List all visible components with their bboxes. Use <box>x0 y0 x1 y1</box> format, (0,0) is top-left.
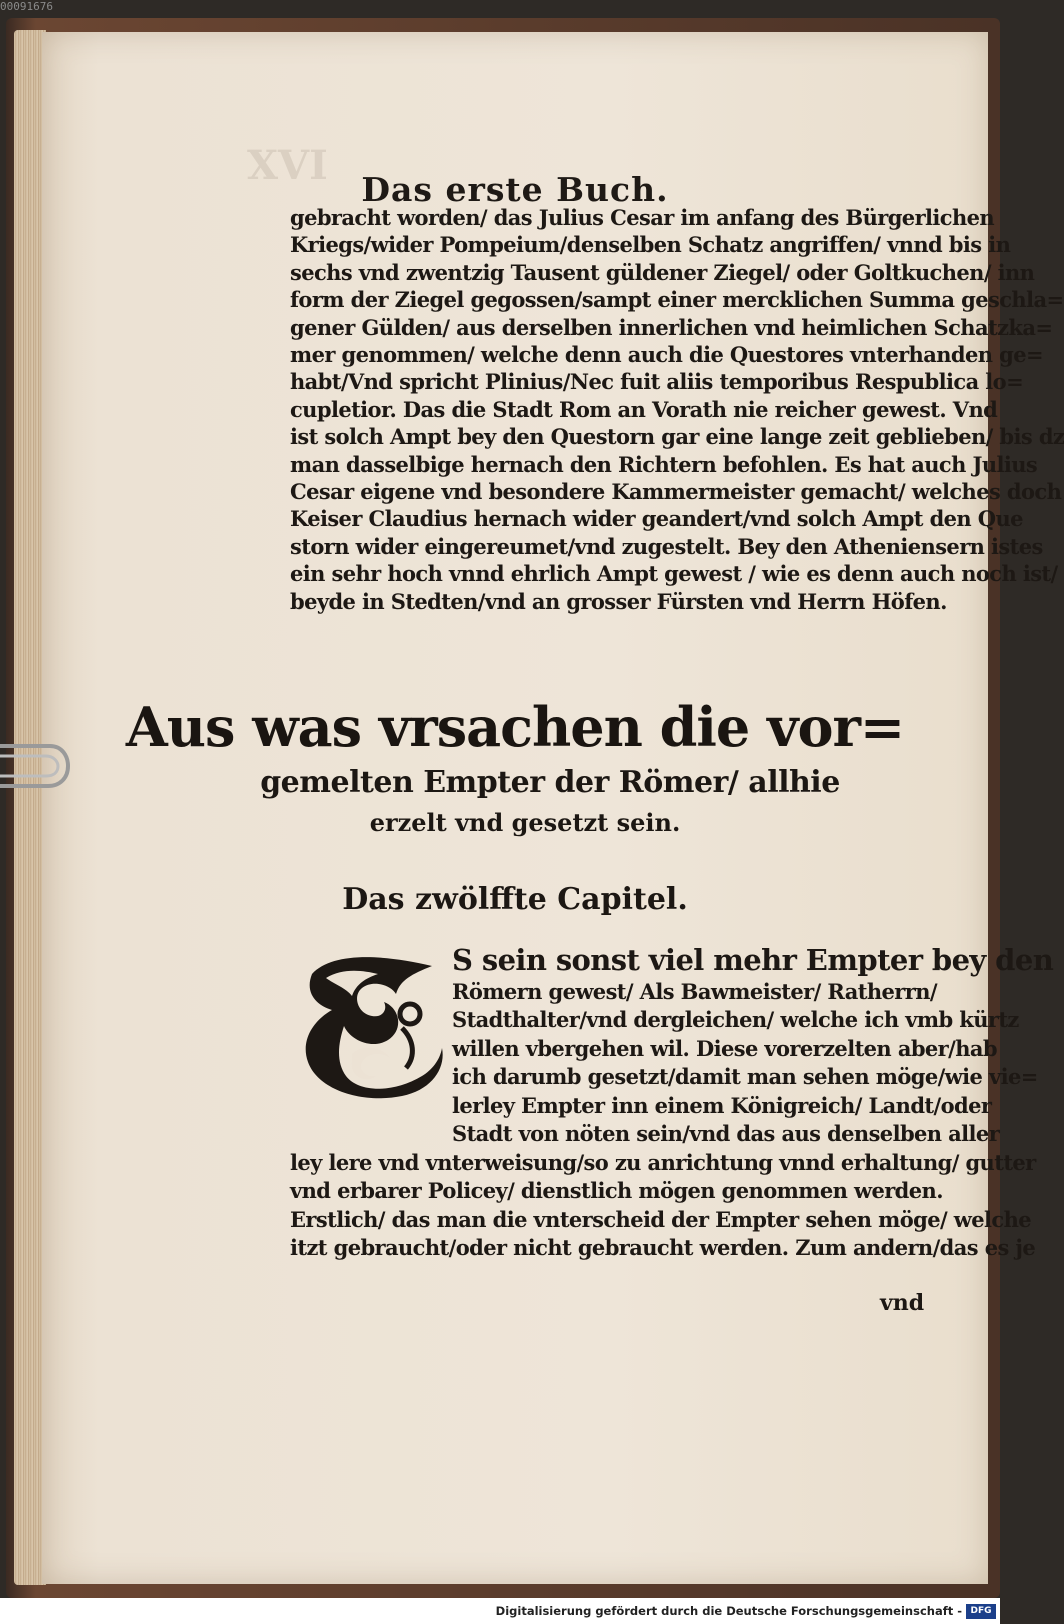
text-line: itzt gebraucht/oder nicht gebraucht werden. Zum andern/das es je <box>290 1235 1036 1261</box>
text-line: Stadthalter/vnd dergleichen/ welche ich vmb kürtz <box>452 1007 1019 1033</box>
initial-letter <box>42 32 43 33</box>
text-line: Keiser Claudius hernach wider geandert/vnd solch Ampt den Que <box>290 506 1023 532</box>
paper-clip-icon <box>0 734 72 796</box>
text-line: gener Gülden/ aus derselben innerlichen vnd heimlichen Schatzka= <box>290 314 1053 340</box>
text-line: Erstlich/ das man die vnterscheid der Empter sehen möge/ welche <box>290 1206 1031 1232</box>
chapter-title: Das zwölffte Capitel. <box>342 882 688 917</box>
text-line: storn wider eingereumet/vnd zugestelt. Bey den Atheniensern istes <box>290 533 1043 559</box>
paragraph-2-full <box>290 1149 1036 1263</box>
text-line: sechs vnd zwentzig Tausent güldener Ziegel/ oder Goltkuchen/ inn <box>290 259 1035 285</box>
paragraph-1 <box>290 204 1064 615</box>
digitization-credit: Digitalisierung gefördert durch die Deutsche Forschungsgemeinschaft - <box>495 1604 962 1618</box>
text-line: form der Ziegel gegossen/sampt einer mercklichen Summa geschla= <box>290 287 1064 313</box>
text-line: Kriegs/wider Pompeium/denselben Schatz angriffen/ vnnd bis in <box>290 232 1011 258</box>
dfg-logo-icon: DFG <box>966 1604 996 1619</box>
book-page <box>42 32 1064 1584</box>
text-line: cupletior. Das die Stadt Rom an Vorath nie reicher gewest. Vnd <box>290 396 998 422</box>
text-line: ley lere vnd vnterweisung/so zu anrichtung vnnd erhaltung/ gutter <box>290 1150 1036 1175</box>
section-heading-line-2: gemelten Empter der Römer/ allhie <box>260 765 840 800</box>
text-line: vnd erbarer Policey/ dienstlich mögen genommen werden. <box>290 1178 943 1204</box>
text-line: Cesar eigene vnd besondere Kammermeister gemacht/ welches doch <box>290 479 1062 505</box>
text-line: ist solch Ampt bey den Questorn gar eine lange zeit geblieben/ bis dz <box>290 424 1064 450</box>
text-line: man dasselbige hernach den Richtern befohlen. Es hat auch Julius <box>290 451 1038 477</box>
section-heading-line-3: erzelt vnd gesetzt sein. <box>369 808 681 837</box>
text-line: Römern gewest/ Als Bawmeister/ Ratherrn/ <box>452 979 937 1004</box>
paragraph-2-indented <box>452 942 1054 1148</box>
text-line: ich darumb gesetzt/damit man sehen möge/wie vie= <box>452 1064 1038 1090</box>
text-line: Stadt von nöten sein/vnd das aus denselben aller <box>452 1121 1000 1147</box>
running-head: Das erste Buch. <box>361 170 669 209</box>
text-line: mer genommen/ welche denn auch die Questores vnterhanden ge= <box>290 342 1043 368</box>
scan-id-label: 00091676 <box>0 0 53 13</box>
footer-bar <box>0 1598 1000 1624</box>
folio-bleedthrough: XVI <box>247 142 328 189</box>
text-line: ein sehr hoch vnnd ehrlich Ampt gewest / wie es denn auch noch ist/ <box>290 561 1058 587</box>
text-line: S sein sonst viel mehr Empter bey den <box>452 943 1054 977</box>
text-line: habt/Vnd spricht Plinius/Nec fuit aliis temporibus Respublica lo= <box>290 369 1024 395</box>
text-line: lerley Empter inn einem Königreich/ Landt/oder <box>452 1092 992 1118</box>
text-line: gebracht worden/ das Julius Cesar im anfang des Bürgerlichen <box>290 205 995 230</box>
decorated-initial-icon <box>292 944 448 1100</box>
section-heading: Aus was vrsachen die vor= <box>125 695 905 759</box>
text-line: willen vbergehen wil. Diese vorerzelten aber/hab <box>452 1035 997 1061</box>
catchword: vnd <box>880 1290 925 1316</box>
text-line: beyde in Stedten/vnd an grosser Fürsten vnd Herrn Höfen. <box>290 588 947 614</box>
